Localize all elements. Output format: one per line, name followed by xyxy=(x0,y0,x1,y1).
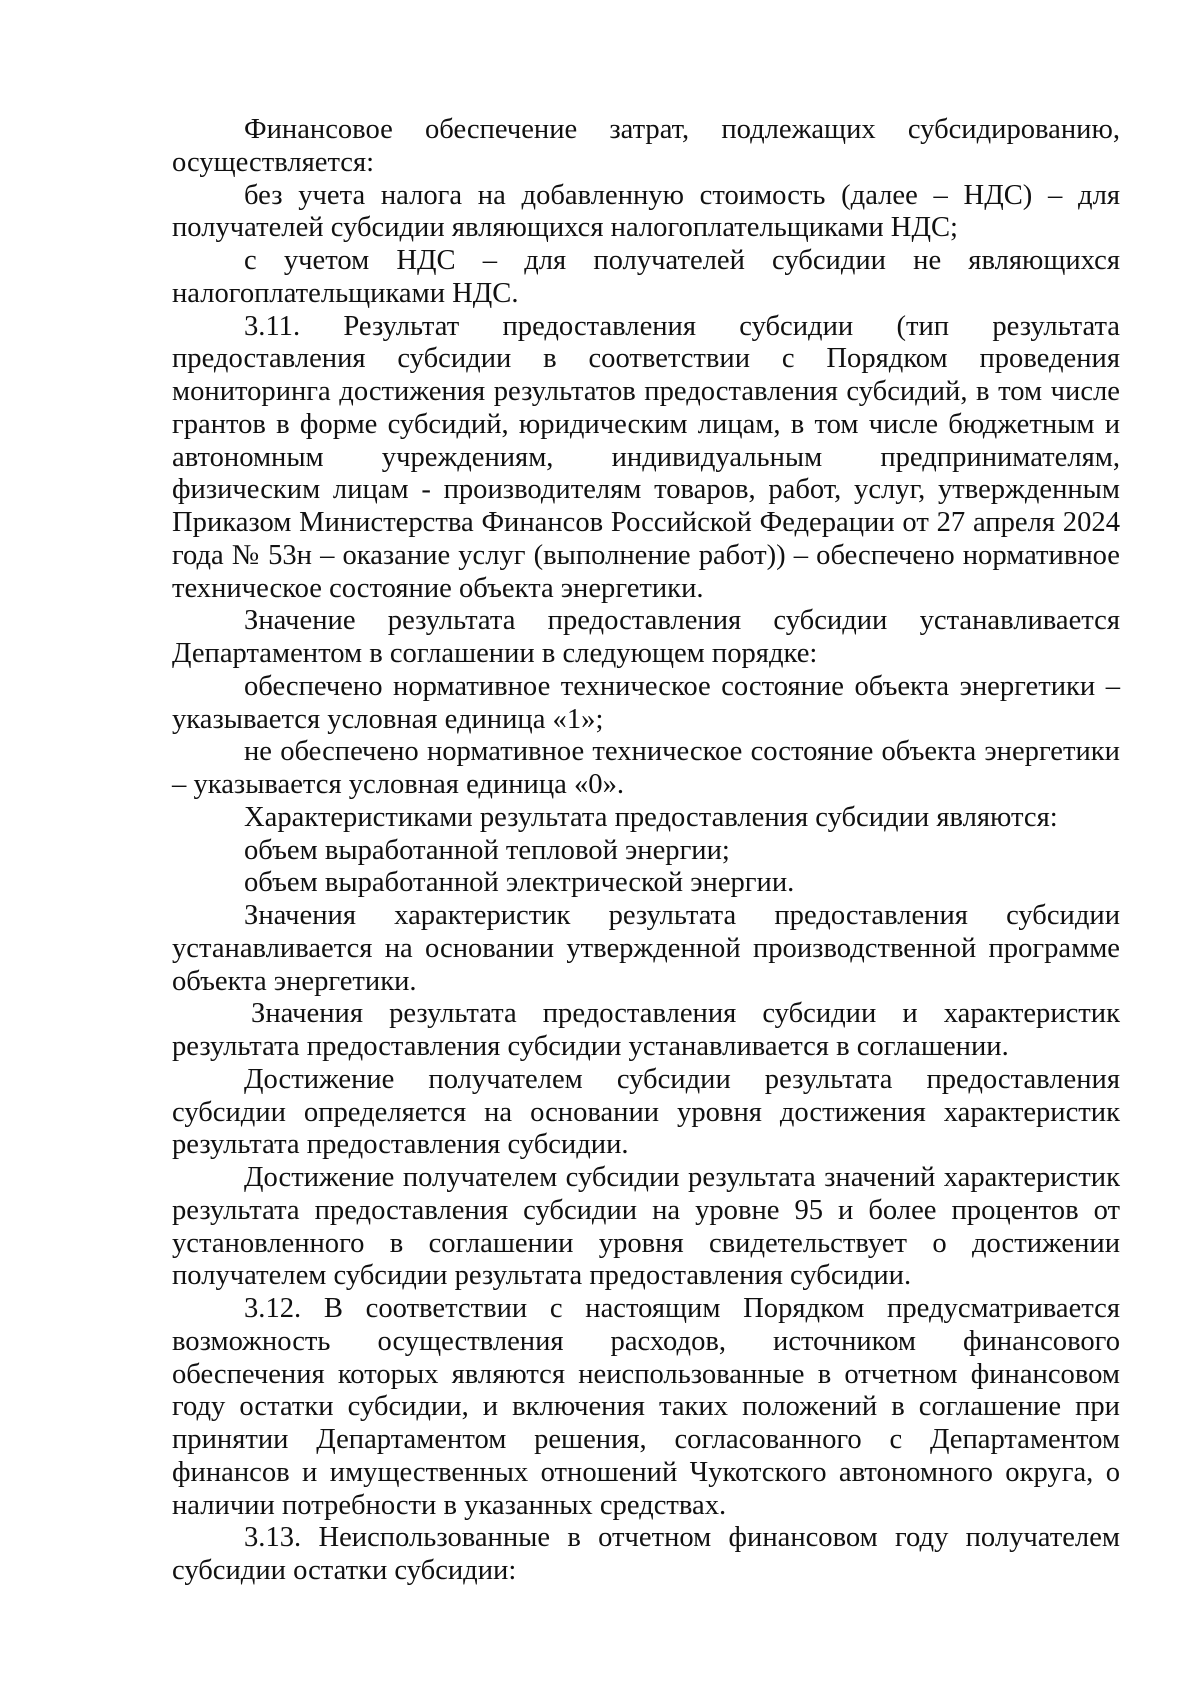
paragraph-heat-energy: объем выработанной тепловой энергии; xyxy=(244,834,730,866)
document-body xyxy=(172,114,1120,1588)
paragraph-without-vat: без учета налога на добавленную стоимость (далее – НДС) – для получателей субсидии являющихся налогоплательщиками НДС; xyxy=(172,179,1120,244)
paragraph-with-vat: с учетом НДС – для получателей субсидии не являющихся налогоплательщиками НДС. xyxy=(172,245,1120,309)
paragraph-values-in-agreement: Значения результата предоставления субсидии и характеристик результата предоставления субсидии устанавливается в соглашении. xyxy=(172,998,1120,1062)
paragraph-3-11-result: 3.11. Результат предоставления субсидии (тип результата предоставления субсидии в соответствии с Порядком проведения мониторинга достижения результатов предоставления субсидий, в том числе грантов в форме субсидий, юридическим лицам, в том числе бюджетным и автономным учреждениям, индивидуальным предпринимателям, физическим лицам - производителям товаров, работ, услуг, утвержденным Приказом Министерства Финансов Российской Федерации от 27 апреля 2024 года № 53н – оказание услуг (выполнение работ)) – обеспечено нормативное техническое состояние объекта энергетики. xyxy=(172,310,1120,604)
paragraph-achievement-95-percent: Достижение получателем субсидии результата значений характеристик результата предоставления субсидии на уровне 95 и более процентов от установленного в соглашении уровня свидетельствует о достижении получателем субсидии результата предоставления субсидии. xyxy=(172,1162,1120,1292)
paragraph-electric-energy: объем выработанной электрической энергии. xyxy=(244,867,795,899)
paragraph-unit-zero: не обеспечено нормативное техническое состояние объекта энергетики – указывается условная единица «0». xyxy=(172,736,1120,800)
paragraph-3-12-remaining-funds: 3.12. В соответствии с настоящим Порядком предусматривается возможность осуществления расходов, источником финансового обеспечения которых являются неиспользованные в отчетном финансовом году остатки субсидии, и включения таких положений в соглашение при принятии Департаментом решения, согласованного с Департаментом финансов и имущественных отношений Чукотского автономного округа, о наличии потребности в указанных средствах. xyxy=(172,1293,1120,1521)
paragraph-unit-one: обеспечено нормативное техническое состояние объекта энергетики – указывается условная единица «1»; xyxy=(172,670,1120,735)
paragraph-characteristics-intro: Характеристиками результата предоставления субсидии являются: xyxy=(244,801,1058,833)
paragraph-characteristics-values: Значения характеристик результата предоставления субсидии устанавливается на основании утвержденной производственной программе объекта энергетики. xyxy=(172,900,1120,997)
paragraph-result-value: Значение результата предоставления субсидии устанавливается Департаментом в соглашении в следующем порядке: xyxy=(172,605,1120,669)
paragraph-3-13-unused-balance: 3.13. Неиспользованные в отчетном финансовом году получателем субсидии остатки субсидии: xyxy=(172,1522,1120,1586)
paragraph-financing-intro: Финансовое обеспечение затрат, подлежащих субсидированию, осуществляется: xyxy=(172,114,1120,178)
paragraph-achievement-basis: Достижение получателем субсидии результата предоставления субсидии определяется на основании уровня достижения характеристик результата предоставления субсидии. xyxy=(172,1063,1120,1161)
